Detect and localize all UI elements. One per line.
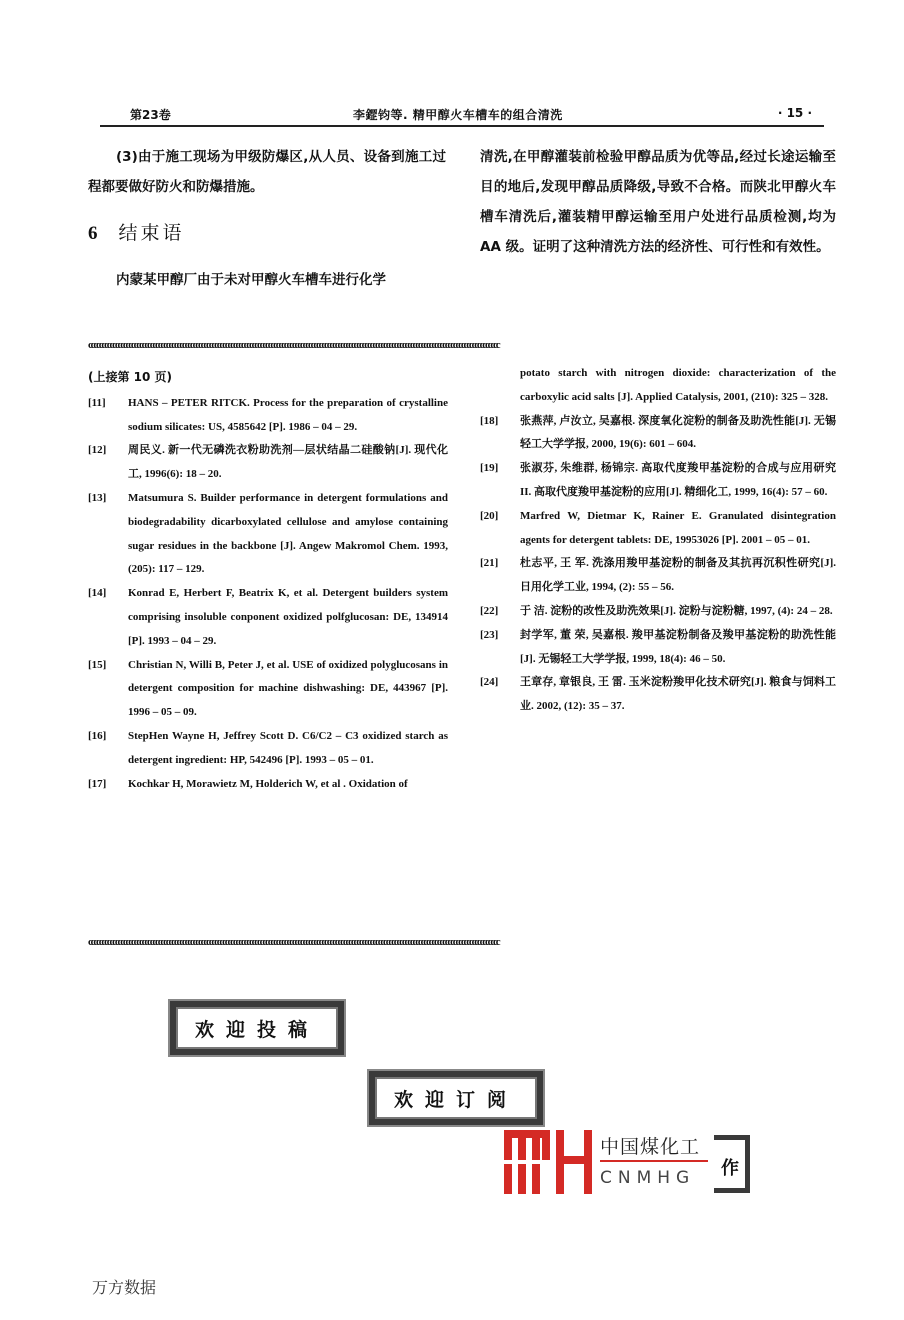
reference-number: [20]	[480, 509, 499, 522]
reference-item	[88, 654, 448, 725]
reference-text: 杜志平, 王 军. 洗涤用羧甲基淀粉的制备及其抗再沉积性研究[J]. 日用化学工业, 1994, (2): 55 – 56.	[520, 557, 836, 594]
decorative-divider-bottom: ccccccccccccccccccccccccccccccccccccccccccccccccccccccccccccccccccccccccccccccccccccccccccccccccccccccccccccccccccccccccccccccccccccccccccccccccccccccccc	[88, 937, 499, 947]
continued-from-note: (上接第 10 页)	[88, 370, 173, 384]
reference-number: [18]	[480, 414, 499, 427]
running-header	[108, 102, 818, 124]
references-left-column	[88, 366, 448, 796]
reference-text: 周民义. 新一代无磷洗衣粉助洗剂—层状结晶二硅酸钠[J]. 现代化工, 1996(6): 18 – 20.	[128, 444, 448, 481]
reference-item	[480, 624, 836, 672]
reference-number: [15]	[88, 658, 107, 671]
reference-text: HANS – PETER RITCK. Process for the preparation of crystalline sodium silicates: US, 4585642 [P]. 1986 – 04 – 29.	[128, 396, 448, 433]
reference-text: StepHen Wayne H, Jeffrey Scott D. C6/C2 – C3 oxidized starch as detergent ingredient: HP, 542496 [P]. 1993 – 05 – 01.	[128, 729, 448, 766]
reference-number: [16]	[88, 729, 107, 742]
reference-number: [23]	[480, 628, 499, 641]
partial-stamp-text: 作	[721, 1158, 739, 1179]
welcome-submissions-stamp: 欢迎投稿	[170, 1001, 344, 1055]
wanfang-watermark: 万方数据	[92, 1278, 157, 1297]
body-right-column	[480, 142, 836, 262]
volume-label: 第23卷	[130, 108, 171, 122]
section-heading	[88, 218, 446, 249]
running-title: 李鎠钧等. 精甲醇火车槽车的组合清洗	[353, 108, 563, 122]
reference-item	[88, 392, 448, 440]
logo-english-text: CNMHG	[600, 1168, 696, 1188]
reference-text: 封学军, 董 荣, 吴嘉根. 羧甲基淀粉制备及羧甲基淀粉的助洗性能[J]. 无锡轻工大学学报, 1999, 18(4): 46 – 50.	[520, 628, 836, 665]
reference-number: [21]	[480, 557, 499, 570]
reference-text: Christian N, Willi B, Peter J, et al. USE of oxidized polyglucosans in detergent composition for machine dishwashing: DE, 443967 [P]. 1996 – 05 – 09.	[128, 658, 448, 719]
welcome-subscription-stamp: 欢迎订阅	[369, 1071, 543, 1125]
body-paragraph: (3)由于施工现场为甲级防爆区,从人员、设备到施工过程都要做好防火和防爆措施。	[88, 149, 446, 195]
reference-text: Konrad E, Herbert F, Beatrix K, et al. Detergent builders system comprising insoluble conponent oxidized polfglucosan: DE, 134914 [P]. 1993 – 04 – 29.	[128, 587, 448, 647]
reference-item	[480, 457, 836, 505]
reference-text: Marfred W, Dietmar K, Rainer E. Granulated disintegration agents for detergent tablets: DE, 19953026 [P]. 2001 – 05 – 01.	[520, 509, 836, 546]
reference-continuation: potato starch with nitrogen dioxide: characterization of the carboxylic acid salts [J]. Applied Catalysis, 2001, (210): 325 – 328.	[520, 367, 836, 403]
body-left-column	[88, 142, 446, 295]
reference-text: 王章存, 章银良, 王 雷. 玉米淀粉羧甲化技术研究[J]. 粮食与饲料工业. 2002, (12): 35 – 37.	[520, 676, 836, 713]
reference-item	[88, 773, 448, 797]
cnmhg-logo	[504, 1130, 714, 1196]
reference-number: [12]	[88, 444, 107, 457]
reference-item	[480, 505, 836, 553]
reference-text: 张燕萍, 卢汝立, 吴嘉根. 深度氧化淀粉的制备及助洗性能[J]. 无锡轻工大学学报, 2000, 19(6): 601 – 604.	[520, 414, 836, 451]
reference-number: [24]	[480, 676, 499, 689]
reference-item	[480, 552, 836, 600]
mh-logo-mark-icon	[504, 1130, 592, 1194]
reference-number: [14]	[88, 587, 107, 600]
logo-chinese-text: 中国煤化工	[600, 1136, 701, 1158]
reference-number: [11]	[88, 396, 106, 409]
reference-text: 于 洁. 淀粉的改性及助洗效果[J]. 淀粉与淀粉糖, 1997, (4): 24 – 28.	[520, 604, 833, 617]
header-rule	[100, 125, 824, 127]
reference-number: [19]	[480, 462, 499, 475]
reference-number: [22]	[480, 604, 499, 617]
reference-item	[480, 671, 836, 719]
reference-text: 张淑芬, 朱维群, 杨锦宗. 高取代度羧甲基淀粉的合成与应用研究 II. 高取代度羧甲基淀粉的应用[J]. 精细化工, 1999, 16(4): 57 – 60.	[520, 462, 836, 498]
reference-item	[88, 439, 448, 487]
reference-item	[88, 487, 448, 582]
reference-number: [17]	[88, 777, 107, 790]
logo-divider	[600, 1160, 708, 1162]
reference-item	[88, 582, 448, 653]
reference-text: Matsumura S. Builder performance in detergent formulations and biodegradability dicarboxylated cellulose and amylose containing sugar residues in the backbone [J]. Angew Makromol Chem. 1993, (205): 117 – 129.	[128, 491, 448, 576]
page-number: · 15 ·	[777, 106, 812, 120]
conclusion-paragraph-continued: 清洗,在甲醇灌装前检验甲醇品质为优等品,经过长途运输至目的地后,发现甲醇品质降级,导致不合格。而陕北甲醇火车槽车清洗后,灌装精甲醇运输至用户处进行品质检测,均为 AA 级。证明了这种清洗方法的经济性、可行性和有效性。	[480, 149, 836, 255]
references-right-column	[480, 362, 836, 719]
section-number: 6	[88, 223, 101, 244]
reference-item	[480, 410, 836, 458]
conclusion-paragraph-start: 内蒙某甲醇厂由于未对甲醇火车槽车进行化学	[116, 272, 386, 288]
reference-item	[480, 600, 836, 624]
decorative-divider-top: ccccccccccccccccccccccccccccccccccccccccccccccccccccccccccccccccccccccccccccccccccccccccccccccccccccccccccccccccccccccccccccccccccccccccccccccccccccccccc	[88, 340, 499, 350]
reference-item	[88, 725, 448, 773]
reference-number: [13]	[88, 491, 107, 504]
reference-text: Kochkar H, Morawietz M, Holderich W, et al . Oxidation of	[128, 777, 408, 790]
section-title: 结束语	[118, 222, 185, 244]
